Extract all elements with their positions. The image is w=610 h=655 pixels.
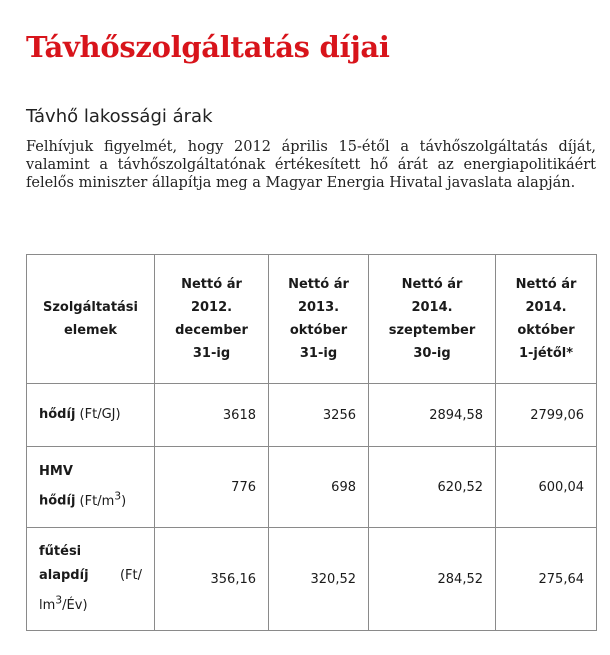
row-name: hődíj xyxy=(39,407,76,422)
table-row xyxy=(27,447,597,528)
row-unit-b xyxy=(39,593,88,613)
table-row xyxy=(27,384,597,447)
column-header-2012-dec: Nettó ár 2012. december 31-ig xyxy=(155,255,269,384)
table-cell: 284,52 xyxy=(369,528,496,631)
table-cell: 620,52 xyxy=(369,447,496,528)
row-unit-b-text: lm xyxy=(39,597,56,613)
row-unit: (Ft/GJ) xyxy=(79,407,121,422)
row-unit-a: (Ft/ xyxy=(119,568,142,584)
column-header-2014-oct: Nettó ár 2014. október 1-jétől* xyxy=(496,255,597,384)
table-cell: 320,52 xyxy=(269,528,369,631)
column-header-2013-oct: Nettó ár 2013. október 31-ig xyxy=(269,255,369,384)
row-name-line1: fűtési xyxy=(39,544,82,560)
row-unit-end: ) xyxy=(121,493,127,509)
table-cell: 3256 xyxy=(269,384,369,447)
row-label-hodij xyxy=(27,384,155,447)
row-name-line2: alapdíj xyxy=(39,568,89,584)
page-title: Távhőszolgáltatás díjai xyxy=(26,30,390,64)
row-label-hmv-hodij xyxy=(27,447,155,528)
row-name-line2: hődíj xyxy=(39,493,76,509)
row-name-line1: HMV xyxy=(39,464,73,480)
table-cell: 776 xyxy=(155,447,269,528)
table-cell: 600,04 xyxy=(496,447,597,528)
table-cell: 356,16 xyxy=(155,528,269,631)
row-unit-sup: 3 xyxy=(55,593,63,607)
table-cell: 698 xyxy=(269,447,369,528)
row-unit-text: (Ft/m xyxy=(79,493,115,509)
table-cell: 3618 xyxy=(155,384,269,447)
table-header-row xyxy=(27,255,597,384)
row-unit-sup: 3 xyxy=(114,489,122,503)
table-cell: 2894,58 xyxy=(369,384,496,447)
table-row xyxy=(27,528,597,631)
section-heading: Távhő lakossági árak xyxy=(26,106,213,127)
row-unit xyxy=(79,489,127,509)
column-header-2014-sep: Nettó ár 2014. szeptember 30-ig xyxy=(369,255,496,384)
row-unit-end: /Év) xyxy=(62,597,88,613)
table-cell: 275,64 xyxy=(496,528,597,631)
price-table xyxy=(26,254,597,631)
table-cell: 2799,06 xyxy=(496,384,597,447)
intro-paragraph: Felhívjuk figyelmét, hogy 2012 április 15-étől a távhőszolgáltatás díját, valamint a távhőszolgáltatónak értékesített hő árát az energiapolitikáért felelős miniszter állapítja meg a Magyar Energia Hivatal javaslata alapján. xyxy=(26,139,596,191)
column-header-service: Szolgáltatási elemek xyxy=(27,255,155,384)
row-name-unit-line xyxy=(39,564,142,588)
row-label-futesi-alapdij xyxy=(27,528,155,631)
